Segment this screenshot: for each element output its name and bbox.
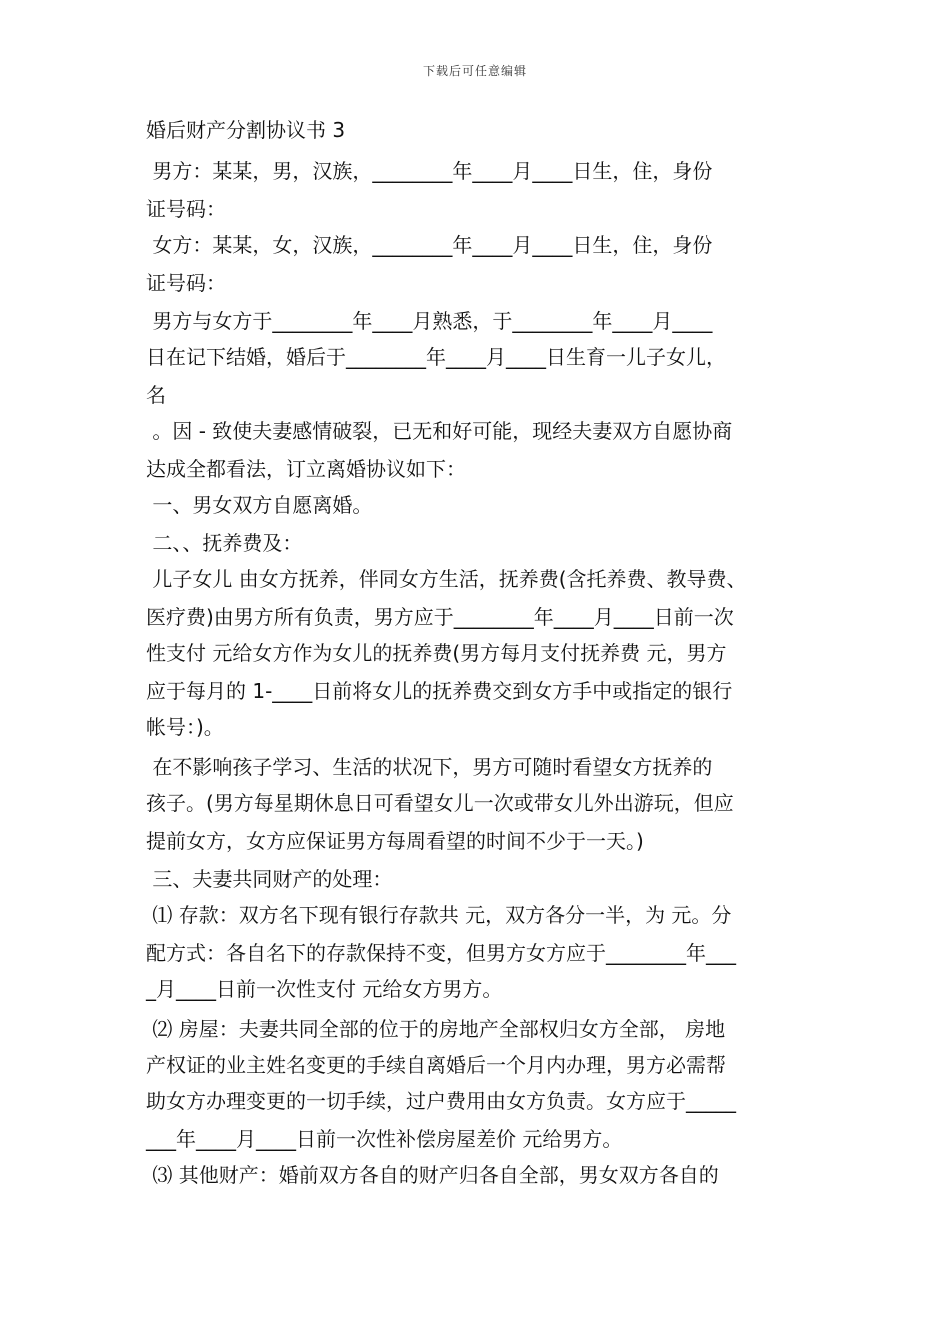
paragraph-line: 。因 - 致使夫妻感情破裂，已无和好可能，现经夫妻双方自愿协商	[146, 419, 733, 443]
paragraph-line: 男方：某某，男，汉族，________年____月____日生，住，身份	[146, 159, 713, 183]
paragraph-line: 证号码：	[146, 197, 226, 221]
paragraph-line: ⑵ 房屋：夫妻共同全部的位于的房地产全部权归女方全部， 房地	[146, 1017, 726, 1041]
paragraph-line: 帐号：)。	[146, 715, 224, 739]
paragraph-line: _月____日前一次性支付 元给女方男方。	[146, 977, 503, 1001]
paragraph-line: 应于每月的 1-____日前将女儿的抚养费交到女方手中或指定的银行	[146, 679, 733, 703]
header-note: 下载后可任意编辑	[422, 64, 527, 78]
paragraph-line: 提前女方，女方应保证男方每周看望的时间不少于一天。)	[146, 829, 644, 853]
paragraph-line: 性支付 元给女方作为女儿的抚养费(男方每月支付抚养费 元，男方	[146, 641, 727, 665]
document-title: 婚后财产分割协议书 3	[146, 118, 346, 142]
paragraph-line: 助女方办理变更的一切手续，过户费用由女方负责。女方应于_____	[146, 1089, 736, 1113]
paragraph-line: 产权证的业主姓名变更的手续自离婚后一个月内办理，男方必需帮	[146, 1053, 726, 1077]
paragraph-line: 三、夫妻共同财产的处理：	[146, 867, 393, 891]
paragraph-line: 达成全都看法，订立离婚协议如下：	[146, 457, 466, 481]
paragraph-line: 医疗费)由男方所有负责，男方应于________年____月____日前一次	[146, 605, 734, 629]
paragraph-line: ⑶ 其他财产：婚前双方各自的财产归各自全部，男女双方各自的	[146, 1163, 719, 1187]
paragraph-line: 男方与女方于________年____月熟悉，于________年____月____	[146, 309, 713, 333]
paragraph-line: ___年____月____日前一次性补偿房屋差价 元给男方。	[146, 1127, 623, 1151]
paragraph-line: 儿子女儿 由女方抚养，伴同女方生活，抚养费(含托养费、教导费、	[146, 567, 747, 591]
paragraph-line: 孩子。(男方每星期休息日可看望女儿一次或带女儿外出游玩，但应	[146, 791, 734, 815]
paragraph-line: 配方式：各自名下的存款保持不变，但男方女方应于________年___	[146, 941, 736, 965]
paragraph-line: 证号码：	[146, 271, 226, 295]
paragraph-line: 日在记下结婚，婚后于________年____月____日生育一儿子女儿，	[146, 345, 726, 369]
paragraph-line: ⑴ 存款：双方名下现有银行存款共 元，双方各分一半，为 元。分	[146, 903, 732, 927]
paragraph-line: 在不影响孩子学习、生活的状况下，男方可随时看望女方抚养的	[146, 755, 713, 779]
paragraph-line: 一、男女双方自愿离婚。	[146, 493, 373, 517]
paragraph-line: 女方：某某，女，汉族，________年____月____日生，住，身份	[146, 233, 713, 257]
paragraph-line: 二、、抚养费及：	[146, 531, 303, 555]
paragraph-line: 名	[146, 383, 166, 407]
